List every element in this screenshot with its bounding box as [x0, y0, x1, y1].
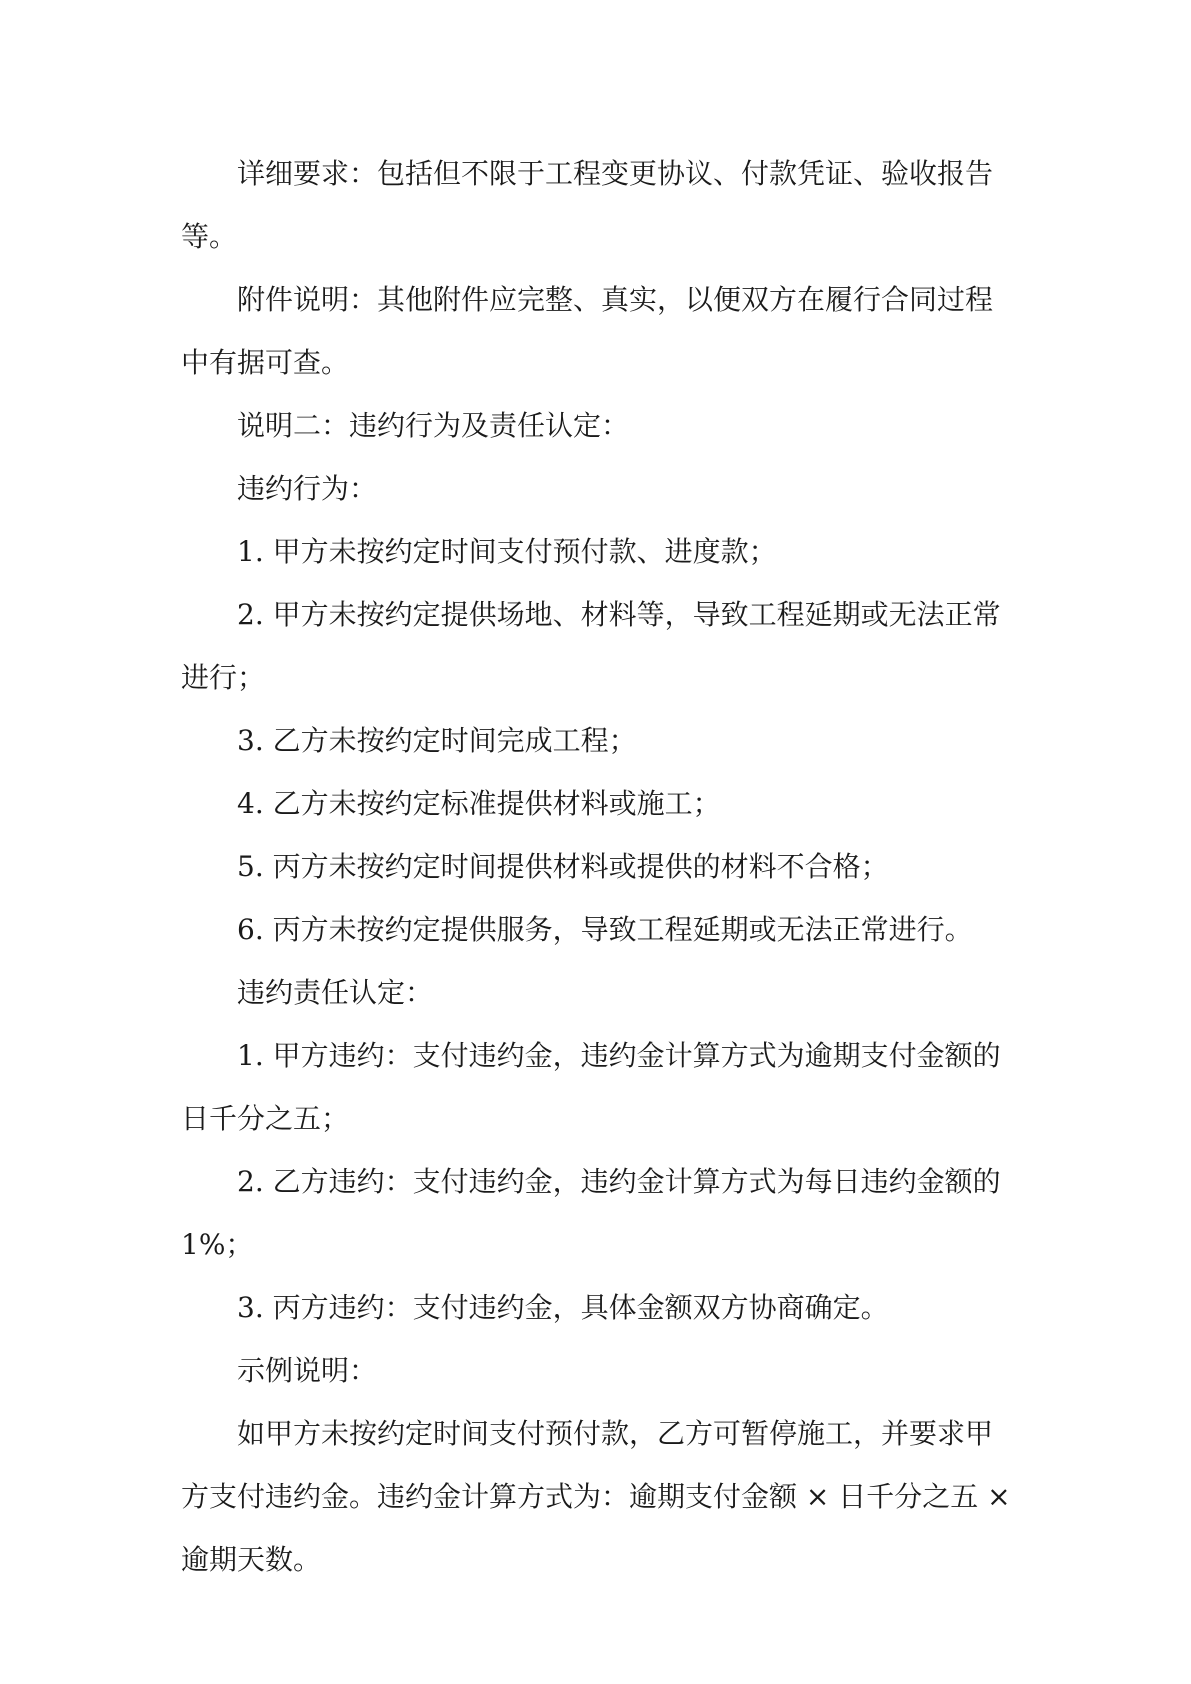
- list-item-liability-3: 3. 丙方违约：支付违约金，具体金额双方协商确定。: [237, 1291, 889, 1324]
- document-body: [181, 142, 1017, 1591]
- list-item-liability-1: 1. 甲方违约：支付违约金，违约金计算方式为逾期支付金额的日千分之五；: [181, 1039, 1001, 1135]
- list-item-breach-6: 6. 丙方未按约定提供服务，导致工程延期或无法正常进行。: [237, 913, 973, 946]
- list-item-breach-1: 1. 甲方未按约定时间支付预付款、进度款；: [237, 535, 777, 568]
- list-item-breach-3: 3. 乙方未按约定时间完成工程；: [237, 724, 637, 757]
- paragraph-example-body: 如甲方未按约定时间支付预付款，乙方可暂停施工，并要求甲方支付违约金。违约金计算方式为：逾期支付金额 × 日千分之五 ×逾期天数。: [181, 1417, 1011, 1576]
- paragraph-detail-requirements: 详细要求：包括但不限于工程变更协议、付款凭证、验收报告等。: [181, 157, 994, 253]
- list-item-breach-4: 4. 乙方未按约定标准提供材料或施工；: [237, 787, 721, 820]
- paragraph-attachment-note: 附件说明：其他附件应完整、真实，以便双方在履行合同过程中有据可查。: [181, 283, 994, 379]
- list-item-breach-5: 5. 丙方未按约定时间提供材料或提供的材料不合格；: [237, 850, 889, 883]
- list-item-breach-2: 2. 甲方未按约定提供场地、材料等，导致工程延期或无法正常进行；: [181, 598, 1001, 694]
- paragraph-section-two-heading: 说明二：违约行为及责任认定：: [237, 409, 630, 442]
- paragraph-example-heading: 示例说明：: [237, 1354, 378, 1387]
- paragraph-liability-heading: 违约责任认定：: [237, 976, 434, 1009]
- paragraph-breach-behaviors-heading: 违约行为：: [237, 472, 378, 505]
- list-item-liability-2: 2. 乙方违约：支付违约金，违约金计算方式为每日违约金额的1%；: [181, 1165, 1001, 1261]
